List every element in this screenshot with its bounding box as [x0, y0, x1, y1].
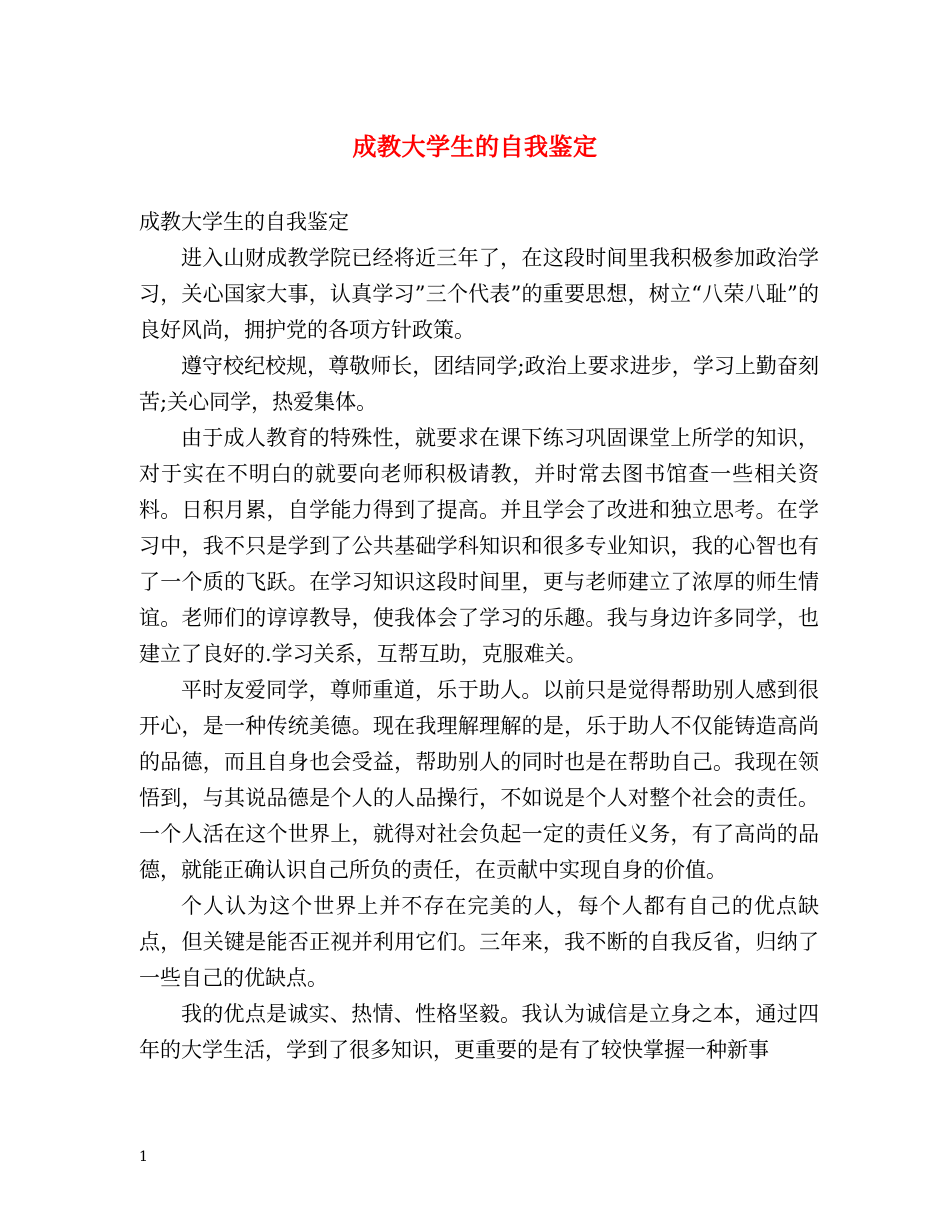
paragraph: 我的优点是诚实、热情、性格坚毅。我认为诚信是立身之本，通过四年的大学生活，学到了很多知识，更重要的是有了较快掌握一种新事	[139, 1002, 819, 1062]
document-title: 成教大学生的自我鉴定	[352, 132, 598, 161]
paragraph: 个人认为这个世界上并不存在完美的人，每个人都有自己的优点缺点，但关键是能否正视并利用它们。三年来，我不断的自我反省，归纳了一些自己的优缺点。	[139, 894, 819, 990]
paragraph: 进入山财成教学院已经将近三年了，在这段时间里我积极参加政治学习，关心国家大事，认真学习”三个代表”的重要思想，树立“八荣八耻”的良好风尚，拥护党的各项方针政策。	[139, 246, 819, 342]
paragraph: 由于成人教育的特殊性，就要求在课下练习巩固课堂上所学的知识，对于实在不明白的就要向老师积极请教，并时常去图书馆查一些相关资料。日积月累，自学能力得到了提高。并且学会了改进和独立思考。在学习中，我不只是学到了公共基础学科知识和很多专业知识，我的心智也有了一个质的飞跃。在学习知识这段时间里，更与老师建立了浓厚的师生情谊。老师们的谆谆教导，使我体会了学习的乐趣。我与身边许多同学，也建立了良好的.学习关系，互帮互助，克服难关。	[139, 426, 819, 666]
document-body	[139, 204, 819, 1068]
paragraph: 遵守校纪校规，尊敬师长，团结同学;政治上要求进步，学习上勤奋刻苦;关心同学，热爱集体。	[139, 354, 819, 414]
body-heading: 成教大学生的自我鉴定	[139, 210, 349, 234]
paragraph: 平时友爱同学，尊师重道，乐于助人。以前只是觉得帮助别人感到很开心，是一种传统美德。现在我理解理解的是，乐于助人不仅能铸造高尚的品德，而且自身也会受益，帮助别人的同时也是在帮助自己。我现在领悟到，与其说品德是个人的人品操行，不如说是个人对整个社会的责任。一个人活在这个世界上，就得对社会负起一定的责任义务，有了高尚的品德，就能正确认识自己所负的责任，在贡献中实现自身的价值。	[139, 678, 819, 882]
page-number: 1	[139, 1149, 148, 1165]
